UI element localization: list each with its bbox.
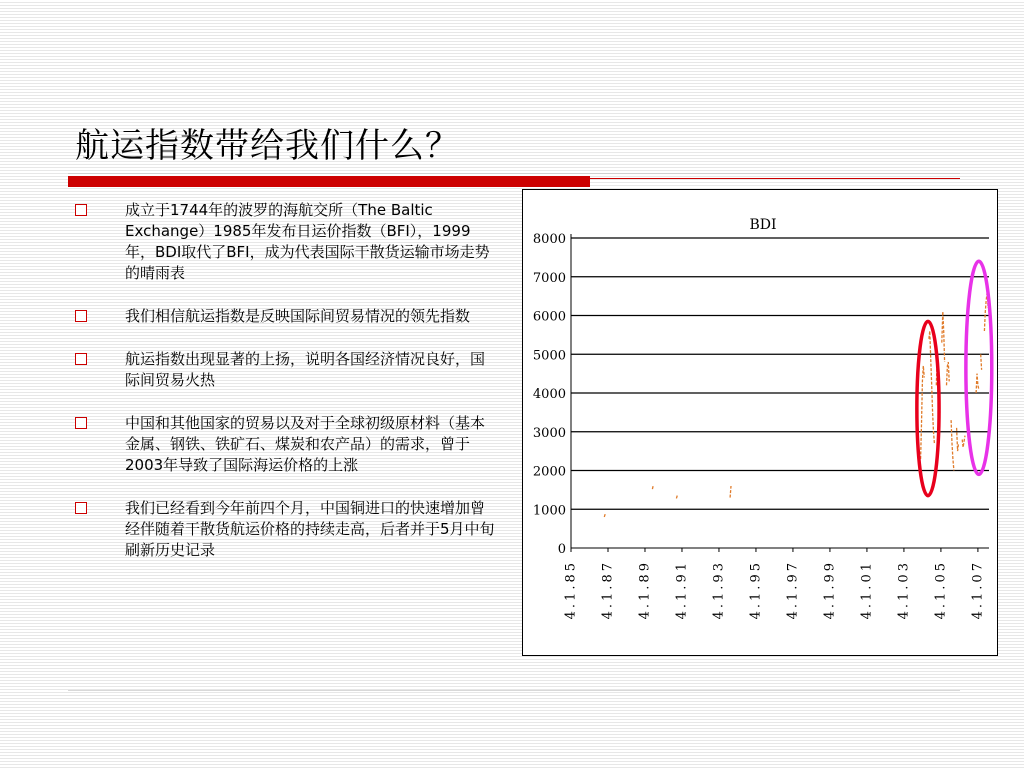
series-line-segment: [730, 486, 731, 498]
series-line-segment: [604, 514, 605, 517]
x-tick-label: 4.1.91: [674, 560, 690, 620]
x-tick-label: 4.1.87: [600, 560, 616, 620]
bdi-chart: [522, 189, 998, 656]
highlight-ellipse: [917, 321, 939, 495]
bullet-text: 我们相信航运指数是反映国际间贸易情况的领先指数: [125, 307, 471, 325]
series-line-segment: [921, 366, 925, 459]
bullet-text: 我们已经看到今年前四个月，中国铜进口的快速增加曾经伴随着干散货航运价格的持续走高，后者并于5月中旬刷新历史记录: [125, 499, 495, 559]
bullet-square-icon: [75, 417, 87, 429]
series-line-segment: [976, 374, 979, 393]
y-tick-label: 6000: [532, 309, 566, 325]
bdi-chart-svg: [523, 190, 997, 655]
bullet-item: [75, 306, 505, 327]
y-tick-label: 1000: [532, 503, 566, 519]
y-tick-label: 3000: [532, 425, 566, 441]
x-tick-label: 4.1.89: [637, 560, 653, 620]
footer-divider: [68, 690, 960, 691]
bullet-item: [75, 349, 505, 391]
series-line-segment: [652, 485, 653, 489]
bullet-list: [75, 200, 505, 583]
title-divider: [68, 173, 960, 174]
series-line-segment: [929, 331, 935, 443]
bullet-text: 中国和其他国家的贸易以及对于全球初级原材料（基本金属、钢铁、铁矿石、煤炭和农产品）的需求，曾于2003年导致了国际海运价格的上涨: [125, 414, 486, 474]
bullet-text: 航运指数出现显著的上扬，说明各国经济情况良好，国际间贸易火热: [125, 350, 486, 389]
x-tick-label: 4.1.95: [748, 560, 764, 620]
bullet-square-icon: [75, 204, 87, 216]
y-tick-label: 4000: [532, 387, 566, 402]
y-tick-label: 2000: [532, 464, 566, 480]
x-tick-label: 4.1.99: [822, 560, 838, 620]
highlight-ellipse: [966, 261, 992, 474]
title-underline-thin: [590, 178, 960, 179]
x-tick-label: 4.1.93: [711, 560, 727, 620]
bullet-square-icon: [75, 310, 87, 322]
bullet-item: [75, 498, 505, 561]
x-tick-label: 4.1.07: [970, 560, 986, 620]
bullet-item: [75, 413, 505, 476]
series-line-segment: [951, 420, 954, 470]
x-tick-label: 4.1.05: [933, 560, 949, 620]
bullet-square-icon: [75, 353, 87, 365]
series-line-segment: [962, 436, 965, 448]
slide-title: 航运指数带给我们什么？: [75, 126, 460, 166]
title-underline-bar: [68, 176, 590, 187]
series-line-segment: [676, 495, 677, 498]
y-tick-label: 8000: [532, 232, 566, 247]
bullet-text: 成立于1744年的波罗的海航交所（The Baltic Exchange）1985年发布日运价指数（BFI），1999年，BDI取代了BFI，成为代表国际干散货运输市场走势的晴雨表: [125, 201, 490, 282]
x-tick-label: 4.1.03: [896, 560, 912, 620]
series-line-segment: [947, 362, 950, 385]
x-tick-label: 4.1.01: [859, 560, 875, 620]
bullet-item: [75, 200, 505, 284]
bullet-square-icon: [75, 502, 87, 514]
y-tick-label: 0: [557, 542, 566, 557]
y-tick-label: 7000: [532, 270, 566, 286]
y-tick-label: 5000: [532, 348, 566, 364]
series-line-segment: [981, 354, 982, 370]
x-tick-label: 4.1.97: [785, 560, 801, 620]
x-tick-label: 4.1.85: [563, 560, 579, 620]
chart-title: BDI: [749, 217, 777, 233]
